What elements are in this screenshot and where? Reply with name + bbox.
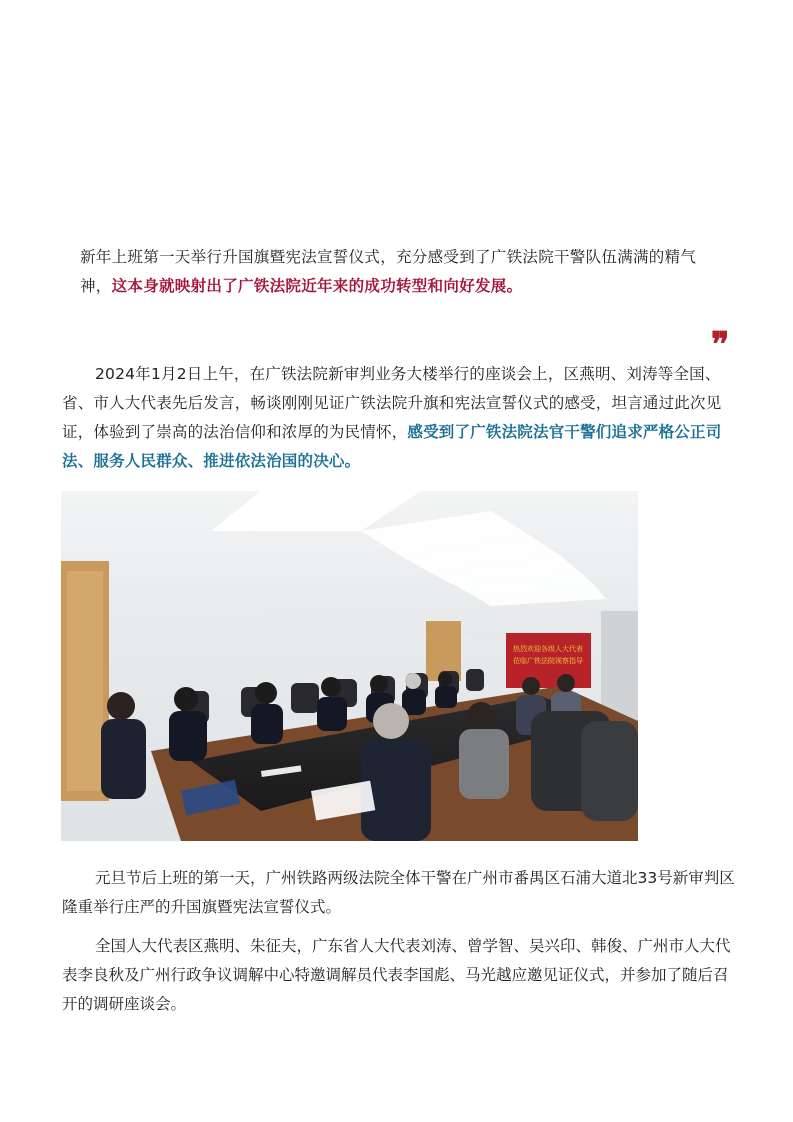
banner-line-2: 莅临广铁法院视察指导	[513, 657, 583, 665]
quote-text: 新年上班第一天举行升国旗暨宪法宣誓仪式，充分感受到了广铁法院干警队伍满满的精气神，	[80, 248, 697, 295]
paragraph-ceremony-text: 元旦节后上班的第一天，广州铁路两级法院全体干警在广州市番禺区石浦大道北33号新审判区隆重举行庄严的升国旗暨宪法宣誓仪式。	[62, 869, 735, 916]
quote-paragraph	[80, 243, 720, 301]
quote-highlight: 这本身就映射出了广铁法院近年来的成功转型和向好发展。	[111, 277, 523, 295]
quote-mark-icon: ❞	[711, 325, 726, 365]
paragraph-meeting	[62, 360, 742, 476]
banner-line-1: 热烈欢迎各级人大代表	[513, 645, 583, 653]
paragraph-representatives-text: 全国人大代表区燕明、朱征夫，广东省人大代表刘涛、曾学智、吴兴印、韩俊、广州市人大代表李良秋及广州行政争议调解中心特邀调解员代表李国彪、马光越应邀见证仪式，并参加了随后召开的调研座谈会。	[62, 937, 731, 1013]
paragraph-representatives	[62, 932, 742, 1019]
paragraph-meeting-highlight: 感受到了广铁法院法官干警们追求严格公正司法、服务人民群众、推进依法治国的决心。	[62, 423, 722, 470]
paragraph-ceremony	[62, 864, 742, 922]
paragraph-meeting-text: 2024年1月2日上午，在广铁法院新审判业务大楼举行的座谈会上，区燕明、刘涛等全国、省、市人大代表先后发言，畅谈刚刚见证广铁法院升旗和宪法宣誓仪式的感受，坦言通过此次见证，体验到了崇高的法治信仰和浓厚的为民情怀，	[62, 365, 722, 441]
meeting-photo	[61, 491, 638, 841]
